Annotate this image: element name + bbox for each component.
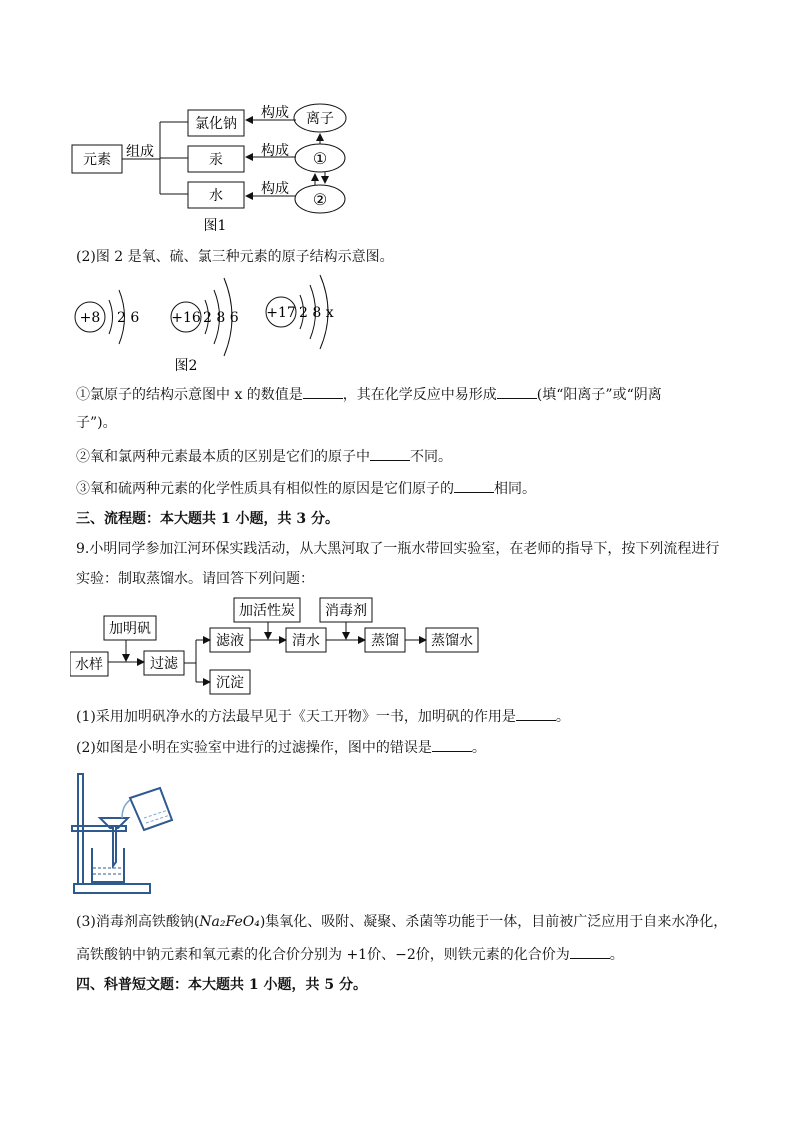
filtrate-label: 滤液 [216,633,244,649]
q2-sub1-text-a: ①氯原子的结构示意图中 x 的数值是 [76,387,303,403]
q2-sub3-text-b: 相同。 [494,481,536,497]
section-4-heading: 四、科普短文题：本大题共 1 小题，共 5 分。 [76,977,367,993]
filter-label: 过滤 [150,656,178,672]
q9-part1-text-b: 。 [555,709,570,725]
purification-flowchart [70,596,490,696]
q9-part3-text-a: (3)消毒剂高铁酸钠( [76,914,200,930]
section-3-heading: 三、流程题：本大题共 1 小题，共 3 分。 [76,511,339,527]
chlorine-nucleus: +17 [266,305,296,321]
filtration-apparatus-illustration [68,766,188,898]
answer-blank-outer-electrons[interactable] [454,478,494,493]
q9-part2 [76,737,486,758]
q2-sub2-text-b: 不同。 [410,449,452,465]
element-label: 元素 [83,152,111,168]
q2-sub3-text-a: ③氧和硫两种元素的化学性质具有相似性的原因是它们原子的 [76,481,454,497]
figure-1-diagram [60,98,360,238]
figure-2-diagram [68,272,368,376]
q2-sub2-text-a: ②氧和氯两种元素最本质的区别是它们的原子中 [76,449,370,465]
sodium-ferrate-formula: Na₂FeO₄ [199,914,260,930]
q9-part2-text-b: 。 [471,740,486,756]
chlorine-shells: 2 8 x [299,305,334,321]
q9-part1 [76,706,570,727]
q2-sub2 [76,446,452,467]
nacl-label: 氯化钠 [195,116,237,132]
circle-1-label: ① [312,149,328,168]
arrow-label-3: 构成 [261,181,289,197]
ion-label: 离子 [306,111,334,127]
distill-label: 蒸馏 [371,633,399,649]
q2-intro: (2)图 2 是氧、硫、氯三种元素的原子结构示意图。 [76,249,394,265]
q2-sub1-text-b: ，其在化学反应中易形成 [342,387,497,403]
distilled-water-label: 蒸馏水 [431,633,473,649]
figure-1-caption: 图1 [203,218,227,234]
pouring-beaker [130,788,172,830]
oxygen-atom [75,290,139,344]
sample-label: 水样 [75,657,103,673]
q9-line2: 实验：制取蒸馏水。请回答下列问题： [76,571,314,587]
figure-2-caption: 图2 [174,358,198,374]
arrow-label-2: 构成 [261,143,289,159]
sulfur-shells: 2 8 6 [203,310,239,326]
oxygen-nucleus: +8 [79,310,101,326]
answer-blank-filter-error[interactable] [432,737,472,752]
q9-line1: 9.小明同学参加江河环保实践活动，从大黑河取了一瓶水带回实验室，在老师的指导下，按下列流程进行 [76,541,720,557]
q9-part3-text-d: 。 [609,947,624,963]
disinfectant-label: 消毒剂 [325,603,367,619]
answer-blank-iron-valence[interactable] [570,944,610,959]
answer-blank-x[interactable] [303,384,343,399]
q2-sub3 [76,478,536,499]
receiving-beaker [92,848,124,882]
water-label: 水 [209,188,223,204]
answer-blank-ion[interactable] [497,384,537,399]
q9-part3-text-b: )集氧化、吸附、凝聚、杀菌等功能于一体，目前被广泛应用于自来水净化， [259,914,728,930]
q9-part1-text-a: (1)采用加明矾净水的方法最早见于《天工开物》一书，加明矾的作用是 [76,709,516,725]
q9-part3-text-c: 高铁酸钠中钠元素和氧元素的化合价分别为 +1价、−2价，则铁元素的化合价为 [76,947,570,963]
precipitate-label: 沉淀 [216,675,244,691]
q9-part2-text-a: (2)如图是小明在实验室中进行的过滤操作，图中的错误是 [76,740,432,756]
stand-rod [78,774,83,884]
chlorine-atom [266,275,334,349]
q9-part3-line2 [76,944,624,965]
alum-label: 加明矾 [109,621,151,637]
q2-sub1-text-c: (填“阳离子”或“阴离 [536,387,662,403]
circle-2-label: ② [312,190,328,209]
pour-stream [122,800,130,818]
arrow-label-1: 构成 [261,105,289,121]
answer-blank-proton[interactable] [370,446,410,461]
q2-sub1-line1 [76,384,662,405]
carbon-label: 加活性炭 [239,603,295,619]
stand-base [74,884,150,893]
q2-sub1-line2: 子”)。 [76,415,117,431]
compose-label: 组成 [126,144,154,160]
clear-water-label: 清水 [292,633,320,649]
sulfur-atom [171,278,239,356]
sulfur-nucleus: +16 [171,310,201,326]
oxygen-shells: 2 6 [117,310,140,326]
answer-blank-alum-role[interactable] [516,706,556,721]
q9-part3-line1 [76,912,727,932]
mercury-label: 汞 [209,152,223,168]
